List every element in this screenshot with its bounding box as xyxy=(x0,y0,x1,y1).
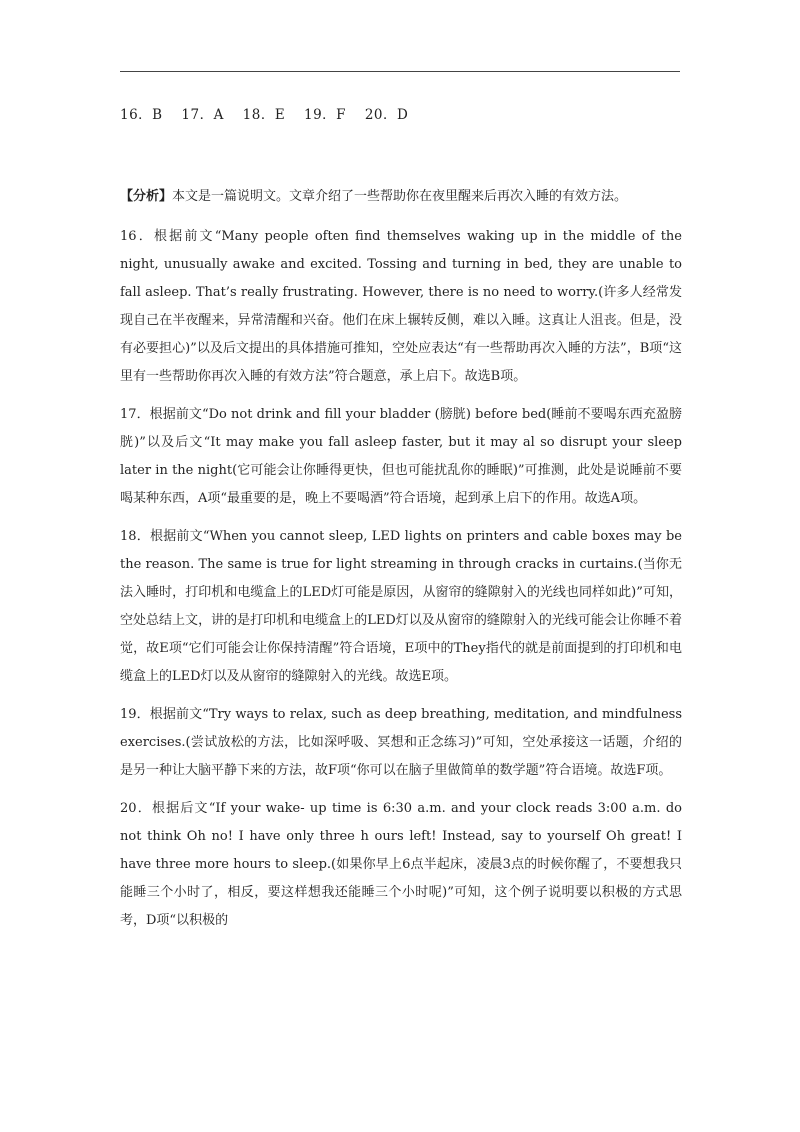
explanation-20: 20．根据后文“If your wake- up time is 6:30 a.m. and your clock reads 3:00 a.m. do not think Oh no! I have only three h ours left! Instead, say to yourself Oh great! I have three more hours to sleep.(如果你早上6点半起床，凌晨3点的时候你醒了，不要想我只能睡三个小时了，相反，要这样想我还能睡三个小时呢)”可知，这个例子说明要以积极的方式思考，D项“以积极的 xyxy=(120,801,682,928)
analysis-content xyxy=(120,183,682,945)
answer-key xyxy=(120,103,422,123)
answer-17: 17．A xyxy=(181,107,224,123)
analysis-label: 【分析】 xyxy=(120,189,173,204)
explanation-18: 18．根据前文“When you cannot sleep, LED lights on printers and cable boxes may be the reason. The same is true for light streaming in through cracks in curtains.(当你无法入睡时，打印机和电缆盒上的LED灯可能是原因，从窗帘的缝隙射入的光线也同样如此)”可知，空处总结上文，讲的是打印机和电缆盒上的LED灯以及从窗帘的缝隙射入的光线可能会让你睡不着觉，故E项“它们可能会让你保持清醒”符合语境，E项中的They指代的就是前面提到的打印机和电缆盒上的LED灯以及从窗帘的缝隙射入的光线。故选E项。 xyxy=(120,529,682,684)
explanation-16: 16．根据前文“Many people often find themselves waking up in the middle of the night, unusually awake and excited. Tossing and turning in bed, they are unable to fall asleep. That’s really frustrating. However, there is no need to worry.(许多人经常发现自己在半夜醒来，异常清醒和兴奋。他们在床上辗转反侧，难以入睡。这真让人沮丧。但是，没有必要担心)”以及后文提出的具体措施可推知，空处应表达“有一些帮助再次入睡的方法”，B项“这里有一些帮助你再次入睡的有效方法”符合题意，承上启下。故选B项。 xyxy=(120,229,682,384)
explanation-17: 17．根据前文“Do not drink and fill your bladder (膀胱) before bed(睡前不要喝东西充盈膀胱)”以及后文“It may make you fall asleep faster, but it may al so disrupt your sleep later in the night(它可能会让你睡得更快，但也可能扰乱你的睡眠)”可推测，此处是说睡前不要喝某种东西，A项“最重要的是，晚上不要喝酒”符合语境，起到承上启下的作用。故选A项。 xyxy=(120,407,682,506)
answer-16: 16．B xyxy=(120,107,163,123)
answer-19: 19．F xyxy=(303,107,347,123)
header-divider xyxy=(120,71,680,72)
analysis-summary xyxy=(120,183,682,211)
explanation-19: 19．根据前文“Try ways to relax, such as deep breathing, meditation, and mindfulness exercises.(尝试放松的方法，比如深呼吸、冥想和正念练习)”可知，空处承接这一话题，介绍的是另一种让大脑平静下来的方法，故F项“你可以在脑子里做简单的数学题”符合语境。故选F项。 xyxy=(120,707,682,778)
answer-18: 18．E xyxy=(242,107,286,123)
analysis-text: 本文是一篇说明文。文章介绍了一些帮助你在夜里醒来后再次入睡的有效方法。 xyxy=(172,189,628,204)
answer-20: 20．D xyxy=(364,107,409,123)
